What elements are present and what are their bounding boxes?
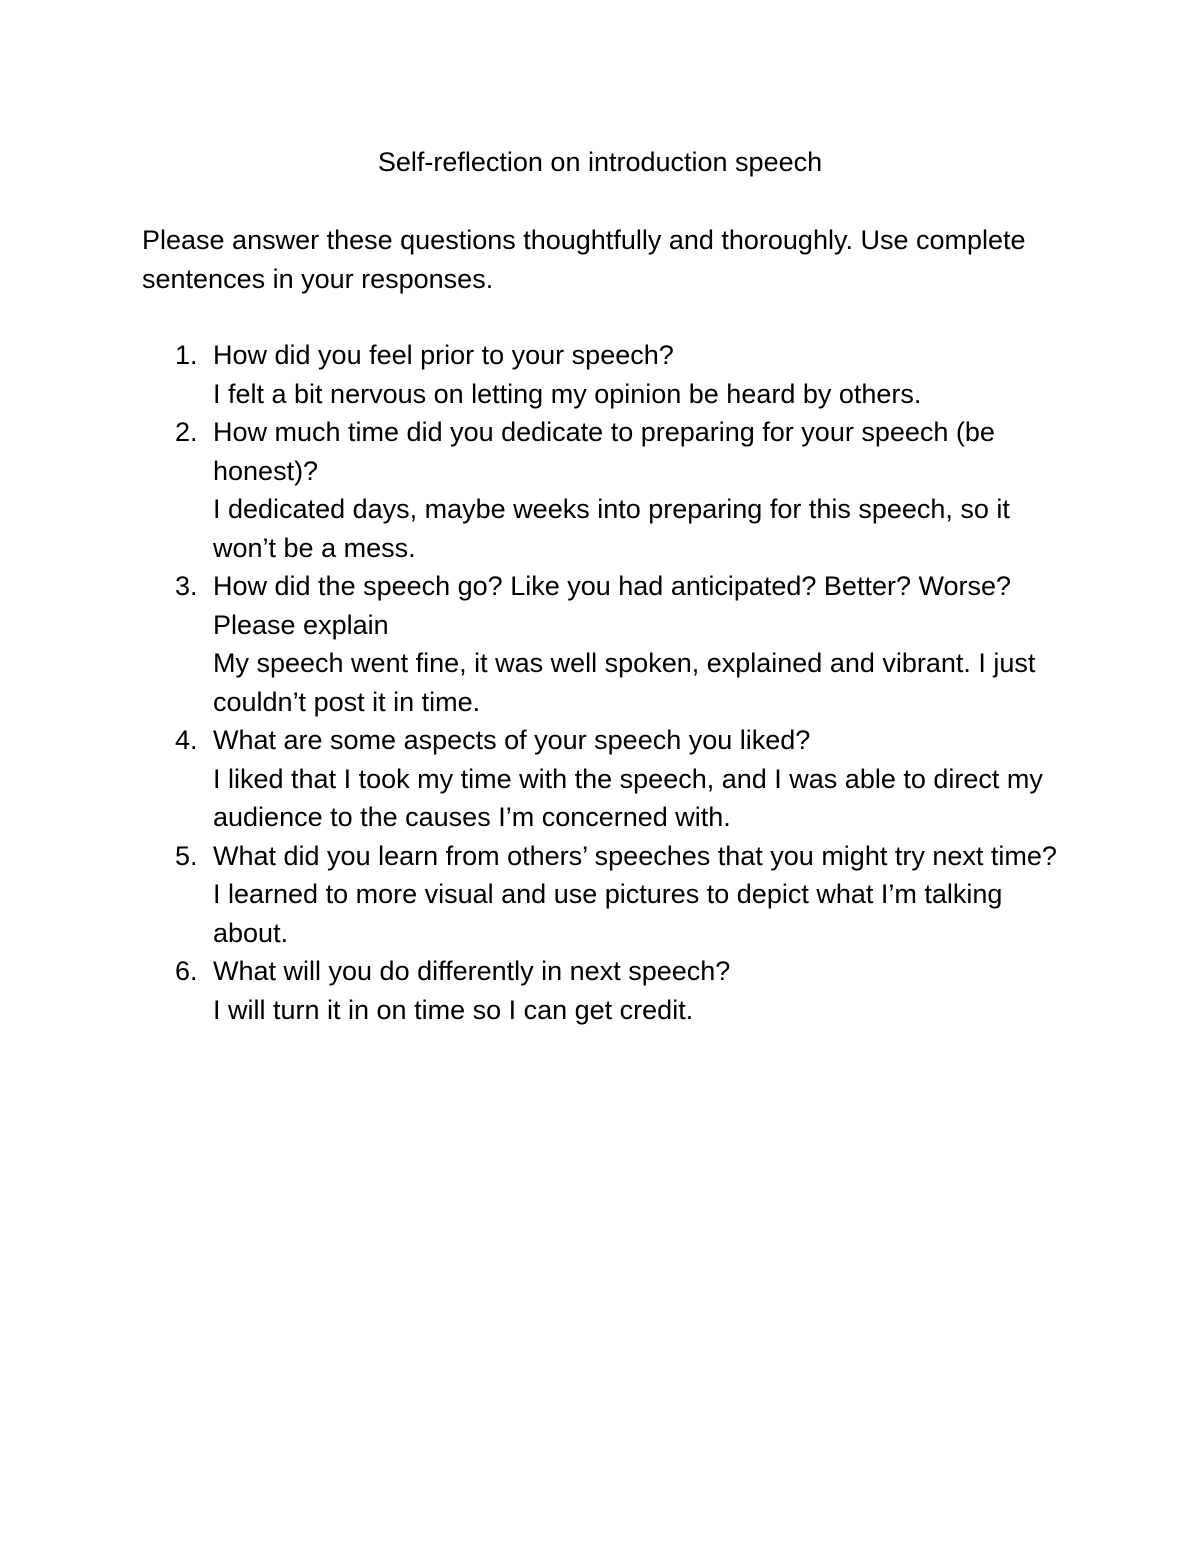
- question-list: [142, 336, 1072, 1029]
- question-item-5: [142, 837, 1072, 953]
- answer-text: I liked that I took my time with the speech, and I was able to direct my audience to the causes I’m concerned with.: [213, 763, 1043, 832]
- answer-text: I will turn it in on time so I can get credit.: [213, 994, 694, 1025]
- question-text: What did you learn from others’ speeches that you might try next time?: [213, 840, 1057, 871]
- question-number: 1.: [175, 340, 198, 370]
- question-text: What are some aspects of your speech you liked?: [213, 725, 811, 755]
- question-number: 4.: [175, 725, 198, 755]
- question-item-4: [142, 721, 1072, 837]
- document-title: Self-reflection on introduction speech: [377, 147, 823, 177]
- question-item-3: [142, 567, 1072, 721]
- question-text: What will you do differently in next speech?: [213, 956, 731, 986]
- instructions-text: Please answer these questions thoughtfully and thoroughly. Use complete sentences in your responses.: [142, 225, 1026, 294]
- answer-text: I learned to more visual and use pictures to depict what I’m talking about.: [213, 879, 1003, 948]
- question-item-2: [142, 413, 1072, 567]
- answer-text: I felt a bit nervous on letting my opinion be heard by others.: [213, 378, 922, 409]
- answer-text: My speech went fine, it was well spoken, explained and vibrant. I just couldn’t post it in time.: [213, 648, 1036, 717]
- question-text: How did the speech go? Like you had anticipated? Better? Worse? Please explain: [213, 571, 1012, 640]
- question-number: 2.: [175, 417, 198, 447]
- answer-text: I dedicated days, maybe weeks into preparing for this speech, so it won’t be a mess.: [213, 494, 1010, 563]
- question-number: 6.: [175, 956, 198, 986]
- question-number: 5.: [175, 840, 198, 871]
- question-text: How much time did you dedicate to preparing for your speech (be honest)?: [213, 417, 995, 486]
- question-item-6: [142, 952, 1072, 1029]
- question-item-1: [142, 336, 1072, 413]
- question-text: How did you feel prior to your speech?: [213, 340, 674, 370]
- question-number: 3.: [175, 571, 198, 601]
